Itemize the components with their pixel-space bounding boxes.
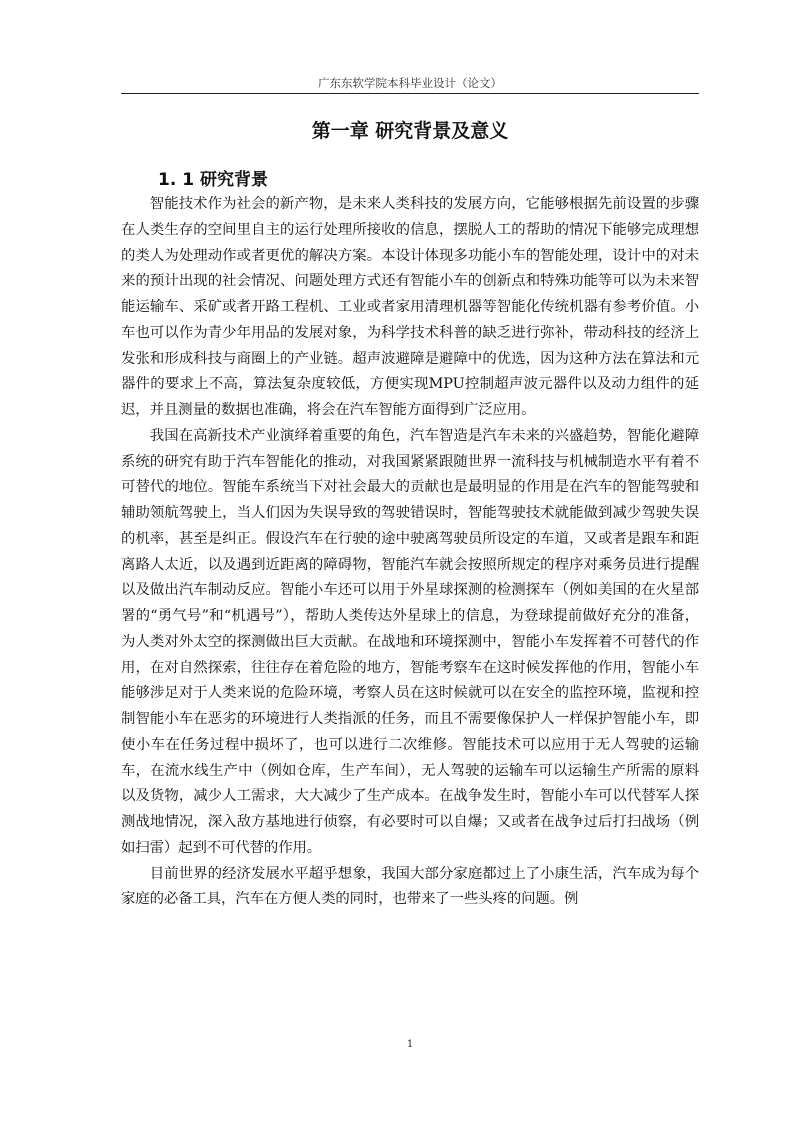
page-number: 1 [406, 1039, 414, 1050]
body-text [121, 192, 699, 913]
section-title: 1. 1 研究背景 [158, 170, 268, 190]
page-header: 广东东软学院本科毕业设计（论文） [318, 76, 502, 90]
paragraph: 目前世界的经济发展水平超乎想象，我国大部分家庭都过上了小康生活，汽车成为每个家庭的必备工具，汽车在方便人类的同时，也带来了一些头疼的问题。例 [121, 865, 699, 908]
paragraph: 我国在高新技术产业演绎着重要的角色，汽车智造是汽车未来的兴盛趋势，智能化避障系统的研究有助于汽车智能化的推动，对我国紧紧跟随世界一流科技与机械制造水平有着不可替代的地位。智能车系统当下对社会最大的贡献也是最明显的作用是在汽车的智能驾驶和辅助领航驾驶上，当人们因为失误导致的驾驶错误时，智能驾驶技术就能做到减少驾驶失误的机率，甚至是纠正。假设汽车在行驶的途中驶离驾驶员所设定的车道，又或者是跟车和距离路人太近，以及遇到近距离的障碍物，智能汽车就会按照所规定的程序对乘务员进行提醒以及做出汽车制动反应。智能小车还可以用于外星球探测的检测探车（例如美国的在火星部署的“勇气号”和“机遇号”），帮助人类传达外星球上的信息，为登球提前做好充分的准备，为人类对外太空的探测做出巨大贡献。在战地和环境探测中，智能小车发挥着不可替代的作用，在对自然探索，往往存在着危险的地方，智能考察车在这时候发挥他的作用，智能小车能够涉足对于人类来说的危险环境，考察人员在这时候就可以在安全的监控环境，监视和控制智能小车在恶劣的环境进行人类指派的任务，而且不需要像保护人一样保护智能小车，即使小车在任务过程中损坏了，也可以进行二次维修。智能技术可以应用于无人驾驶的运输车，在流水线生产中（例如仓库，生产车间），无人驾驶的运输车可以运输生产所需的原料以及货物，减少人工需求，大大减少了生产成本。在战争发生时，智能小车可以代替军人探测战地情况，深入敌方基地进行侦察，有必要时可以自爆；又或者在战争过后打扫战场（例如扫雷）起到不可代替的作用。 [121, 427, 699, 856]
header-divider [121, 93, 699, 94]
paragraph: 智能技术作为社会的新产物，是未来人类科技的发展方向，它能够根据先前设置的步骤在人类生存的空间里自主的运行处理所接收的信息，摆脱人工的帮助的情况下能够完成理想的类人为处理动作或者更优的解决方案。本设计体现多功能小车的智能处理，设计中的对未来的预计出现的社会情况、问题处理方式还有智能小车的创新点和特殊功能等可以为未来智能运输车、采矿或者开路工程机、工业或者家用清理机器等智能化传统机器有参考价值。小车也可以作为青少年用品的发展对象，为科学技术科普的缺乏进行弥补，带动科技的经济上发张和形成科技与商圈上的产业链。超声波避障是避障中的优选，因为这种方法在算法和元器件的要求上不高，算法复杂度较低，方便实现MPU控制超声波元器件以及动力组件的延迟，并且测量的数据也准确，将会在汽车智能方面得到广泛应用。 [121, 196, 699, 418]
chapter-title: 第一章 研究背景及意义 [311, 120, 509, 142]
